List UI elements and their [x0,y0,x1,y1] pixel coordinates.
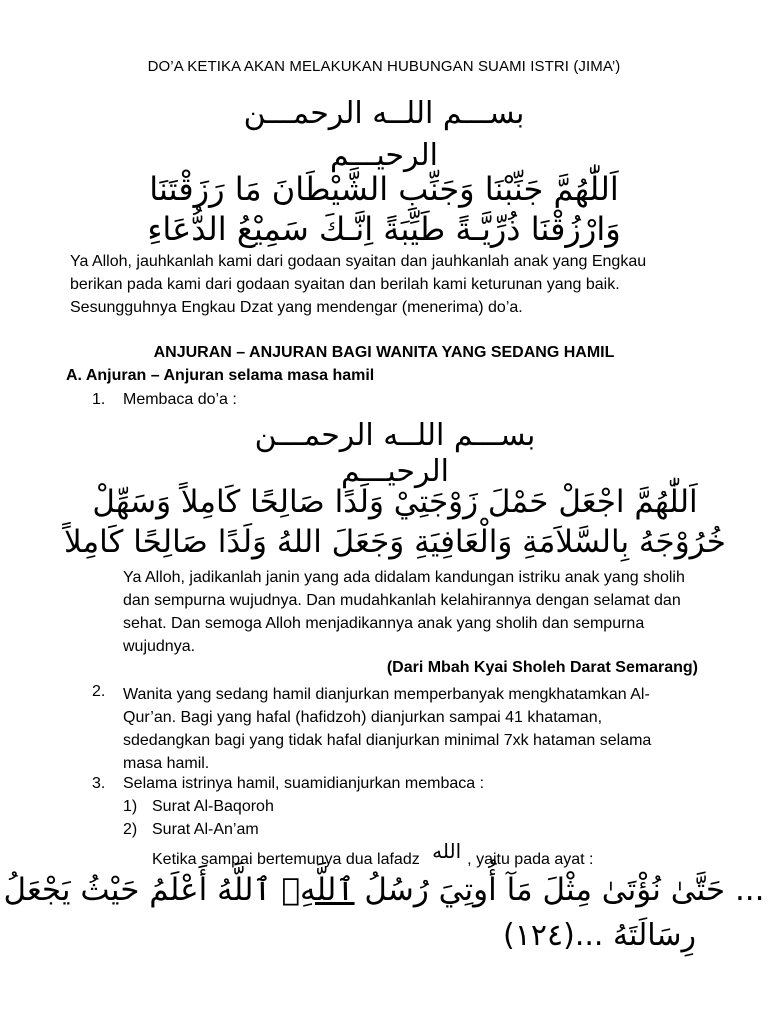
item-3-label: Selama istrinya hamil, suamidianjurkan membaca : [123,775,485,792]
item1-translation-line: wujudnya. [123,638,196,655]
item2-text [123,683,723,775]
verse-part: ... حَتَّىٰ نُؤْتَىٰ مِثْلَ مَآ أُوتِيَ رُسُلُ [354,872,765,908]
subheading-a: A. Anjuran – Anjuran selama masa hamil [66,367,375,384]
verse-allah-underlined: ٱللَّهِۘ [281,872,355,908]
note-text-before: Ketika sampai bertemunya dua lafadz [152,851,420,868]
item-3-sub-1: Surat Al-Baqoroh [152,798,274,815]
note-arabic-word: الله [432,839,462,863]
item-3-note [152,839,594,869]
doa1-translation-line: berikan pada kami dari godaan syaitan dan berilah kami keturunan yang baik. [70,276,620,293]
item2-line: sdedangkan bagi yang tidak hafal dianjurkan minimal 7xk hataman selama [123,732,652,749]
verse-line-2: رِسَالَتَهُ ...(١٢٤) [503,918,696,953]
item-2-number: 2. [92,683,106,700]
verse-allah: ٱللَّهُ [217,872,272,908]
item-3-number: 3. [92,775,106,792]
doa1-translation-line: Ya Alloh, jauhkanlah kami dari godaan syaitan dan jauhkanlah anak yang Engkau [70,253,647,270]
doa1-translation [70,250,710,319]
item1-translation-line: dan sempurna wujudnya. Dan mudahkanlah kelahirannya dengan selamat dan [123,592,681,609]
item1-translation-line: sehat. Dan semoga Alloh menjadikannya anak yang sholih dan sempurna [123,615,645,632]
doa1-arabic-line-1: اَللّٰهُمَّ جَنِّبْنَا وَجَنِّبِ الشَّيْطَانَ مَا رَزَقْتَنَا [149,170,619,208]
doa1-translation-line: Sesungguhnya Engkau Dzat yang mendengar (menerima) do’a. [70,299,523,316]
item1-arabic-line-2: خُرُوْجَهُ بِالسَّلاَمَةِ وَالْعَافِيَةِ وَجَعَلَ اللهُ وَلَدًا صَالِحًا كَامِلاً [64,524,726,560]
document-title: DO’A KETIKA AKAN MELAKUKAN HUBUNGAN SUAMI ISTRI (JIMA’) [147,58,621,75]
note-text-after: , yaitu pada ayat : [467,851,594,868]
item1-translation-line: Ya Alloh, jadikanlah janin yang ada didalam kandungan istriku anak yang sholih [123,569,685,586]
doa1-arabic-line-2: وَارْزُقْنَا ذُرِّيَّـةً طَيِّبَةً اِنَّـكَ سَمِيْعُ الدُّعَاءِ [147,210,621,248]
item-1-label: Membaca do’a : [123,391,237,408]
item-1-number: 1. [92,391,106,408]
item2-line: Wanita yang sedang hamil dianjurkan memperbanyak mengkhatamkan Al- [123,686,650,703]
verse-part: أَعْلَمُ حَيْثُ يَجْعَلُ [3,872,218,908]
item-3-sub-2: Surat Al-An’am [152,821,259,838]
verse-part [272,872,282,908]
item1-translation [123,566,723,658]
item1-basmalah-line-1: بســـم اللــه الرحمـــن [254,418,536,453]
item2-line: Qur’an. Bagi yang hafal (hafidzoh) dianjurkan sampai 41 khataman, [123,709,603,726]
basmalah-line-1: بســـم اللــه الرحمـــن [243,96,525,131]
item1-arabic-line-1: اَللّٰهُمَّ اجْعَلْ حَمْلَ زَوْجَتِيْ وَلَدًا صَالِحًا كَامِلاً وَسَهِّلْ [92,484,698,520]
item-3-sub-2-number: 2) [123,821,138,838]
section-heading: ANJURAN – ANJURAN BAGI WANITA YANG SEDANG HAMIL [153,344,615,361]
item1-source: (Dari Mbah Kyai Sholeh Darat Semarang) [386,659,698,676]
item2-line: masa hamil. [123,755,210,772]
basmalah-line-2: الرحيـــم [330,138,438,173]
verse-line-1 [0,872,768,908]
item-3-sub-1-number: 1) [123,798,138,815]
item1-basmalah-line-2: الرحيـــم [341,454,449,489]
